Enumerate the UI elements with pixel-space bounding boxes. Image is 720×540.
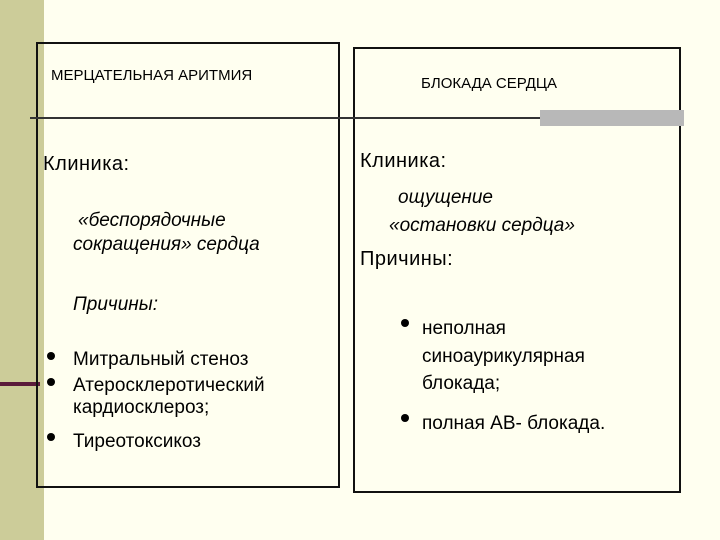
left-cause-2-line-1: Атеросклеротический <box>73 375 265 396</box>
bullet-icon <box>47 378 55 386</box>
left-cause-1: Митральный стеноз <box>73 349 249 370</box>
left-clinic-line-2: сокращения» сердца <box>73 234 260 255</box>
left-cause-3: Тиреотоксикоз <box>73 431 201 452</box>
left-causes-label: Причины: <box>73 294 159 315</box>
bullet-icon <box>401 414 409 422</box>
gray-accent-block <box>540 110 684 126</box>
left-cause-2-line-2: кардиосклероз; <box>73 397 210 418</box>
right-clinic-line-2: «остановки сердца» <box>389 215 575 236</box>
right-cause-1-line-2: синоаурикулярная <box>422 346 585 367</box>
bullet-icon <box>401 319 409 327</box>
left-clinic-label: Клиника: <box>43 153 130 175</box>
left-clinic-line-1: «беспорядочные <box>78 210 226 231</box>
atrial-fibrillation-panel <box>36 42 340 488</box>
right-cause-1-line-3: блокада; <box>422 373 501 394</box>
left-header: МЕРЦАТЕЛЬНАЯ АРИТМИЯ <box>51 67 253 84</box>
bullet-icon <box>47 352 55 360</box>
right-causes-label: Причины: <box>360 248 454 270</box>
right-header: БЛОКАДА СЕРДЦА <box>421 75 558 92</box>
decorative-accent-line <box>0 382 40 386</box>
right-clinic-line-1: ощущение <box>398 187 493 208</box>
right-cause-2: полная АВ- блокада. <box>422 413 606 434</box>
right-cause-1-line-1: неполная <box>422 318 506 339</box>
bullet-icon <box>47 433 55 441</box>
right-clinic-label: Клиника: <box>360 150 447 172</box>
